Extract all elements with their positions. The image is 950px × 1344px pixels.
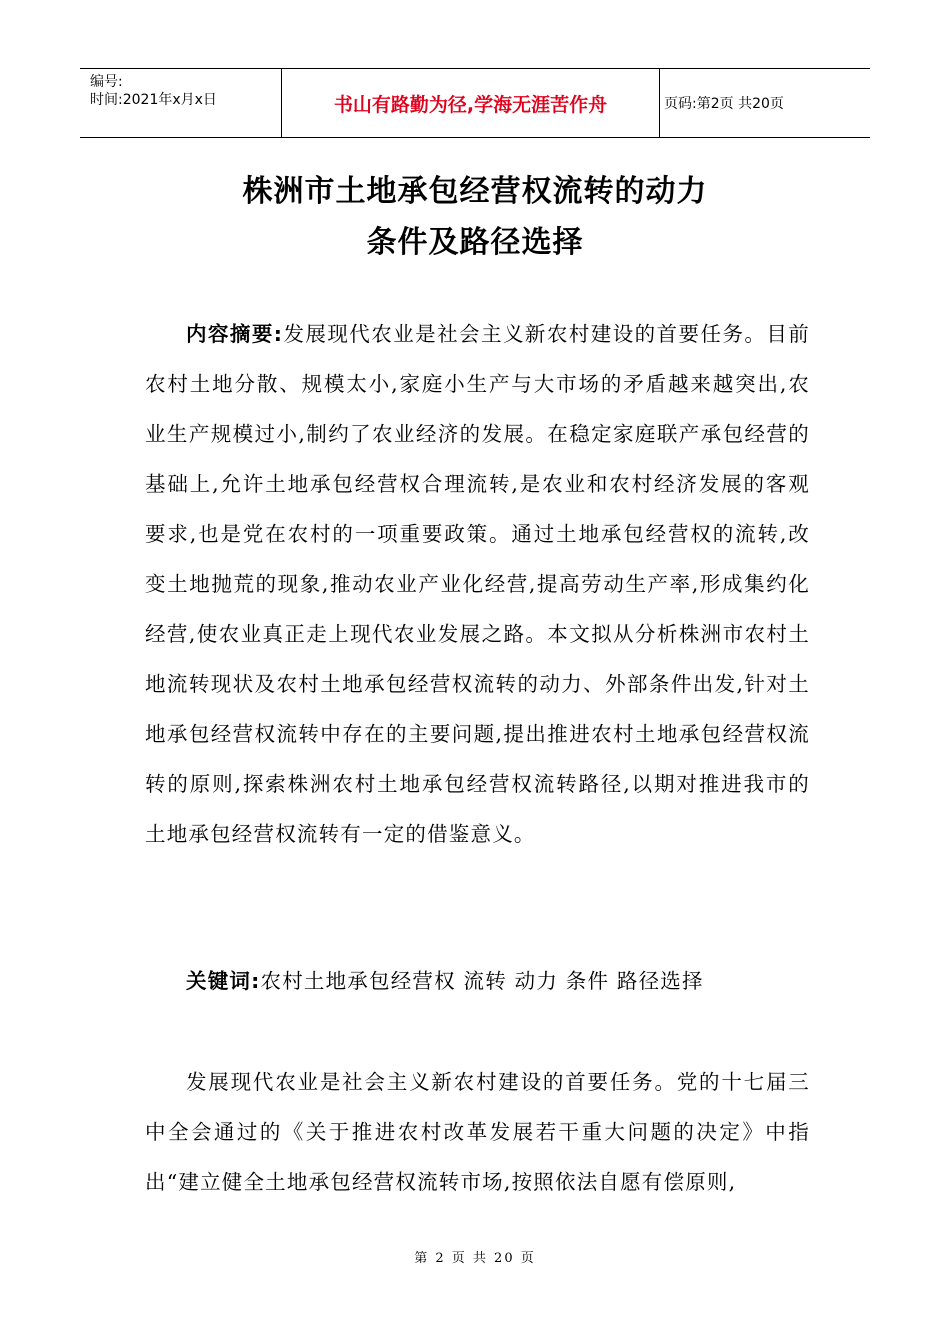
- header-page-cell: [660, 69, 870, 137]
- page-footer: 第 2 页 共 20 页: [414, 1251, 536, 1266]
- keywords-label: 关键词:: [186, 969, 261, 993]
- abstract-paragraph: [145, 309, 810, 859]
- body-paragraph: 发展现代农业是社会主义新农村建设的首要任务。党的十七届三中全会通过的《关于推进农村改革发展若干重大问题的决定》中指出“建立健全土地承包经营权流转市场,按照依法自愿有偿原则,: [145, 1070, 810, 1194]
- abstract-label: 内容摘要:: [186, 322, 284, 346]
- keywords-paragraph: [145, 956, 810, 1006]
- keywords-text: 农村土地承包经营权 流转 动力 条件 路径选择: [260, 969, 704, 993]
- document-header: [80, 68, 870, 138]
- header-page-code: 页码:第2页 共20页: [664, 96, 784, 112]
- abstract-text: 发展现代农业是社会主义新农村建设的首要任务。目前农村土地分散、规模太小,家庭小生产与大市场的矛盾越来越突出,农业生产规模过小,制约了农业经济的发展。在稳定家庭联产承包经营的基础上,允许土地承包经营权合理流转,是农业和农村经济发展的客观要求,也是党在农村的一项重要政策。通过土地承包经营权的流转,改变土地抛荒的现象,推动农业产业化经营,提高劳动生产率,形成集约化经营,使农业真正走上现代农业发展之路。本文拟从分析株洲市农村土地流转现状及农村土地承包经营权流转的动力、外部条件出发,针对土地承包经营权流转中存在的主要问题,提出推进农村土地承包经营权流转的原则,探索株洲农村土地承包经营权流转路径,以期对推进我市的土地承包经营权流转有一定的借鉴意义。: [145, 322, 810, 846]
- header-meta-cell: [80, 69, 282, 137]
- header-motto-cell: [282, 69, 660, 137]
- header-motto: 书山有路勤为径,学海无涯苦作舟: [333, 93, 608, 116]
- document-time: 时间:2021年x月x日: [90, 92, 217, 108]
- document-title-line2: 条件及路径选择: [366, 225, 584, 260]
- document-number-label: 编号:: [90, 74, 123, 90]
- document-title-line1: 株洲市土地承包经营权流转的动力: [242, 174, 708, 209]
